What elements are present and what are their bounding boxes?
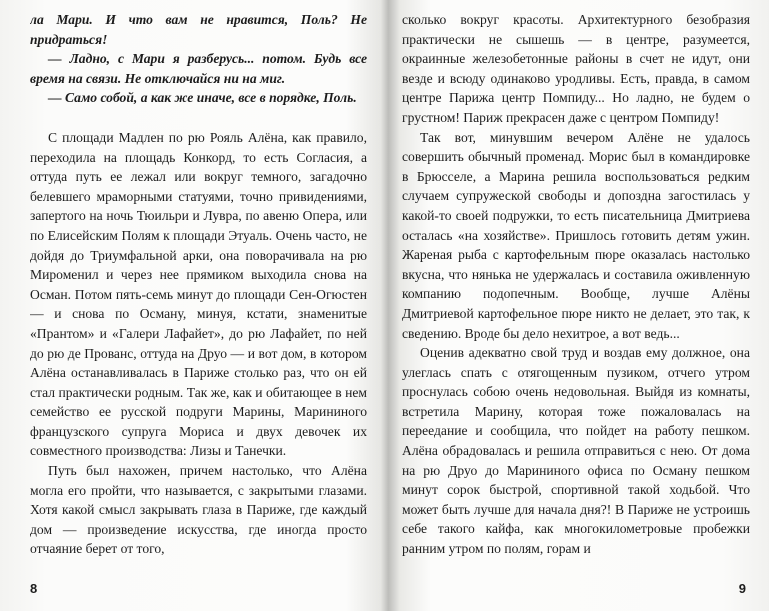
right-page-text: [402, 10, 750, 559]
page-number-left: 8: [30, 581, 38, 596]
dialogue-line: — Само собой, а как же иначе, все в порядке, Поль.: [48, 90, 357, 106]
paragraph: С площади Мадлен по рю Рояль Алёна, как правило, переходила на площадь Конкорд, то есть Согласия, а оттуда путь ее лежал или вокруг темного, загадочно белевшего мраморными статуями, точно привидениями, запертого на ночь Тюильри и Лувра, по авеню Опера, или по Елисейским Полям к площади Этуаль. Очень часто, не дойдя до Триумфальной арки, она поворачивала на рю Мироменил и через нее прямиком выходила снова на Осман. Потом пять-семь минут до площади Сен-Огюстен — и снова по Осману, минуя, кстати, знаменитые «Прантом» и «Галери Лафайет», до рю Лафайет, по ней до рю де Прованс, оттуда на Друо — и вот дом, в котором Алёна останавливалась в Париже столько раз, что он ей стал практически родным. Так же, как и обитающее в нем семейство ее русской подруги Марины, Марининого французского супруга Мориса и двух девочек их совместного производства: Лизы и Танечки.: [30, 129, 367, 459]
dialogue-line: — Ладно, с Мари я разберусь... потом. Будь все время на связи. Не отключайся ни на миг.: [30, 51, 367, 86]
right-page: [402, 10, 750, 602]
section-break: [30, 108, 367, 128]
paragraph: Так вот, минувшим вечером Алёне не удалось совершить обычный променад. Морис был в командировке в Брюсселе, а Марина решила воспользоваться редким случаем супружеской свободы и допоздна загостилась у какой-то своей подружки, то есть писательница Дмитриева осталась «на хозяйстве». Пришлось готовить детям ужин. Жареная рыба с картофельным пюре оказалась настолько вкусна, что нянька не удержалась и составила оживленную компанию подопечным. Вообще, лучше Алёны Дмитриевой картофельное пюре никто не делает, это так, к сведению. Вроде бы дело нехитрое, а вот ведь...: [402, 129, 750, 341]
paragraph: сколько вокруг красоты. Архитектурного безобразия практически не сышешь — в центре, разумеется, окраинные железобетонные районы в счет не идут, они везде и всюду одинаково уродливы. Есть, правда, в самом центре Парижа центр Помпиду... Но ладно, не будем о грустном! Париж прекрасен даже с центром Помпиду!: [402, 12, 750, 125]
paragraph: Оценив адекватно свой труд и воздав ему должное, она улеглась спать с отягощенным пузиком, отчего утром проснулась собою очень недовольная. Выйдя из комнаты, встретила Марину, которая тоже пожаловалась на переедание и сообщила, что пойдет на работу пешком. Алёна обрадовалась и решила отправиться с нею. От дома на рю Друо до Марининого офиса по Осману пешком минут сорок быстрой, спортивной такой ходьбой. Что может быть лучше для начала дня?! В Париже не устроишь себе такого кайфа, как многокилометровые пробежки ранним утром по полям, горам и: [402, 345, 750, 557]
dialogue-line: ла Мари. И что вам не нравится, Поль? Не придраться!: [30, 12, 367, 47]
left-page-text: [30, 10, 367, 559]
paragraph: Путь был нахожен, причем настолько, что Алёна могла его пройти, что называется, с закрытыми глазами. Хотя какой смысл закрывать глаза в Париже, где каждый дом — произведение искусства, где иногда просто отчаяние берет от того,: [30, 463, 367, 557]
left-page: [30, 10, 367, 602]
page-number-right: 9: [738, 581, 746, 596]
